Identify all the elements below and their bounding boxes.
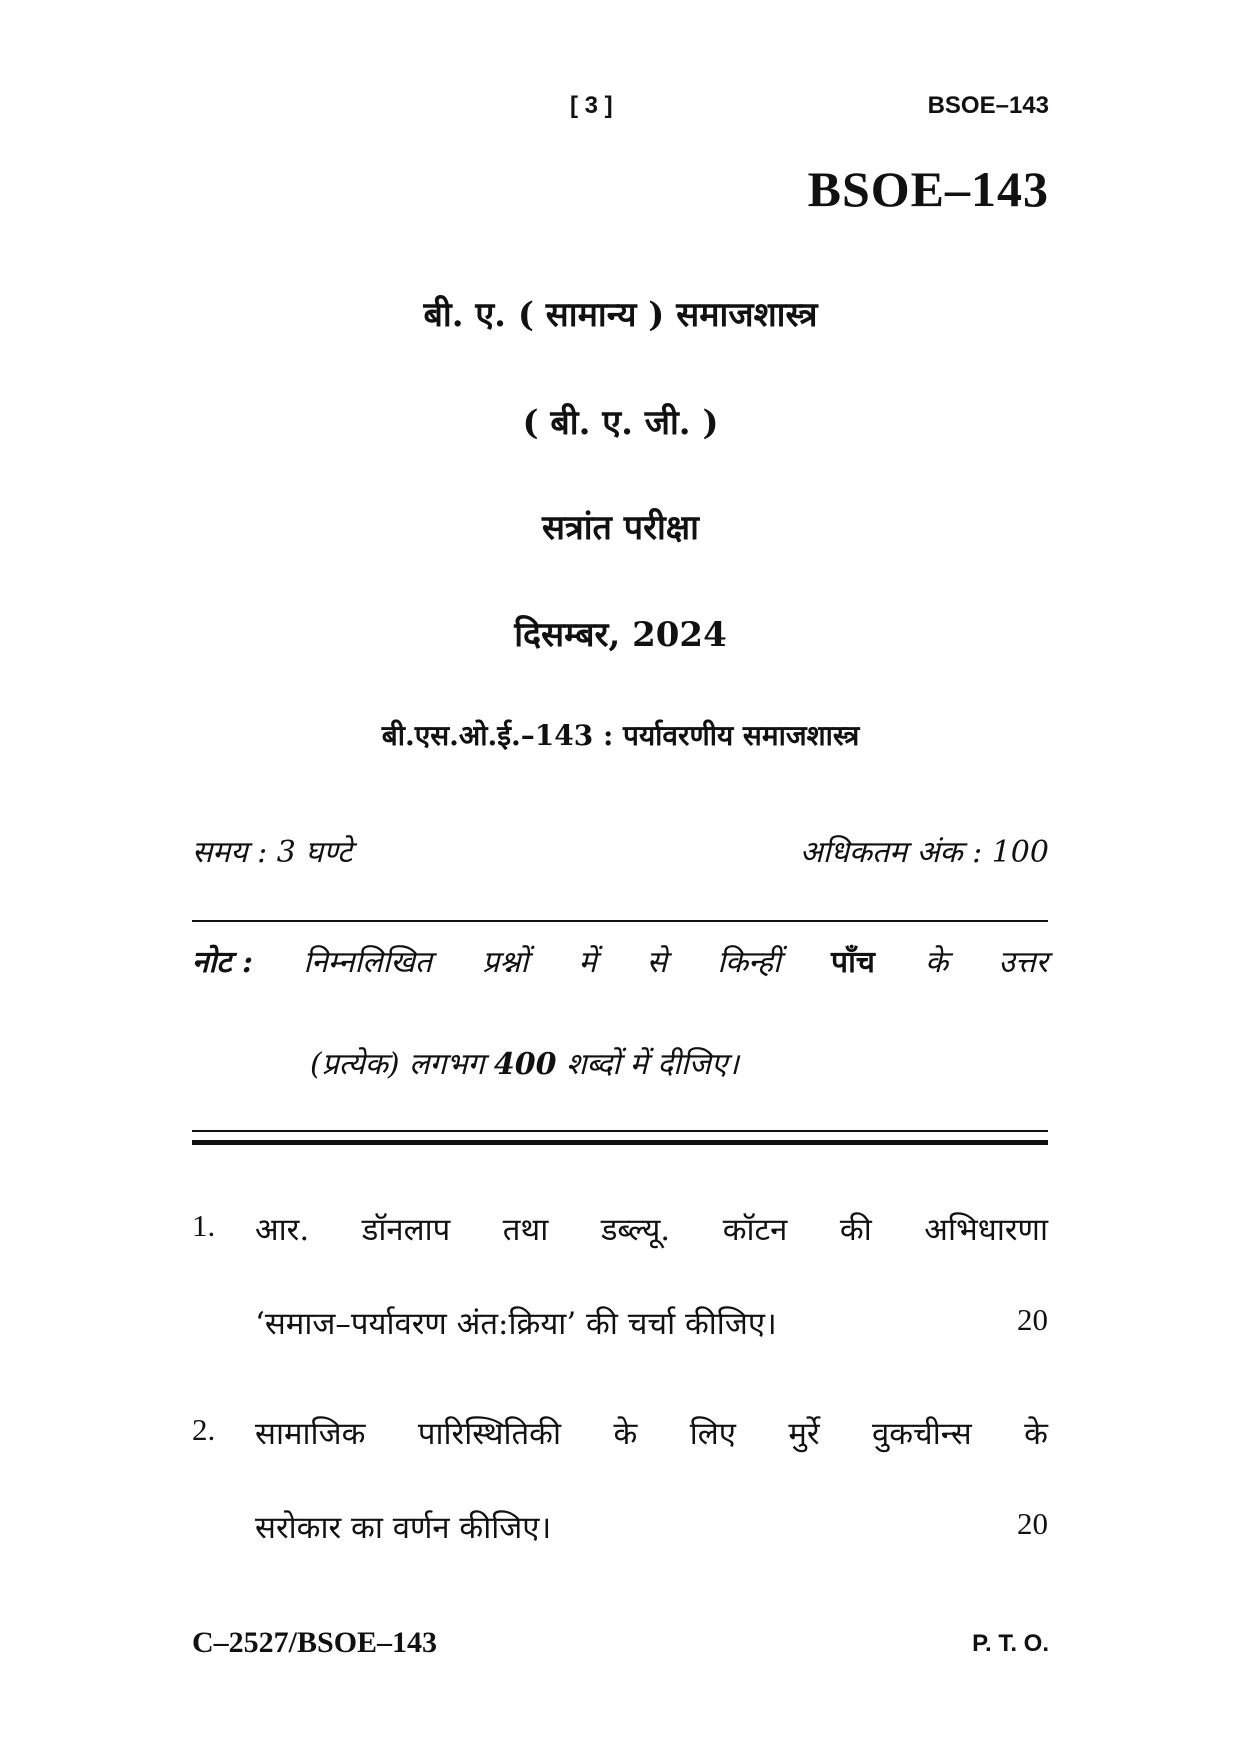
- question-word: की: [839, 1212, 872, 1248]
- programme-abbreviation: ( बी. ए. जी. ): [522, 403, 719, 443]
- question-word: अभिधारणा: [924, 1212, 1048, 1248]
- maximum-marks: अधिकतम अंक : 100: [799, 835, 1049, 870]
- question-word: लिए: [689, 1416, 736, 1452]
- double-divider-bottom: [192, 1140, 1048, 1145]
- note-word: किन्हीं: [717, 945, 781, 980]
- question-2-line-2: [255, 1506, 1048, 1548]
- note-word: प्रश्नों: [482, 945, 529, 980]
- question-text: ‘समाज–पर्यावरण अंत:क्रिया’ की चर्चा कीजिए।: [255, 1306, 777, 1342]
- exam-type: सत्रांत परीक्षा: [542, 508, 699, 548]
- question-marks: 20: [1017, 1506, 1048, 1541]
- please-turn-over: P. T. O.: [972, 1630, 1049, 1657]
- question-word: कॉटन: [722, 1212, 788, 1248]
- note-word: में: [578, 945, 597, 980]
- programme-title: बी. ए. ( सामान्य ) समाजशास्त्र: [423, 295, 818, 335]
- question-word: तथा: [502, 1212, 549, 1248]
- note-word: के: [925, 945, 949, 980]
- question-word: डॉनलाप: [361, 1212, 451, 1248]
- note-word: से: [646, 945, 668, 980]
- instruction-note-continued: [310, 1042, 739, 1083]
- question-2-line-1: [255, 1412, 1048, 1454]
- double-divider-top: [192, 1130, 1048, 1132]
- course-title: बी.एस.ओ.ई.–143 : पर्यावरणीय समाजशास्त्र: [381, 719, 860, 752]
- note-suffix: शब्दों में दीजिए।: [566, 1047, 739, 1082]
- question-word: पारिस्थितिकी: [417, 1416, 562, 1452]
- header-course-code: BSOE–143: [927, 92, 1049, 119]
- question-word: आर.: [255, 1212, 310, 1248]
- exam-date: दिसम्बर, 2024: [514, 615, 727, 655]
- note-prefix: (प्रत्येक) लगभग: [310, 1047, 485, 1082]
- instruction-note: [192, 940, 1048, 981]
- note-word: निम्नलिखित: [303, 945, 433, 980]
- question-1-line-2: [255, 1302, 1048, 1344]
- divider: [192, 920, 1048, 922]
- paper-code: C–2527/BSOE–143: [192, 1626, 438, 1659]
- page-number: [ 3 ]: [570, 92, 613, 119]
- question-word: डब्ल्यू.: [600, 1212, 671, 1248]
- question-word: वुकचीन्स: [872, 1416, 972, 1452]
- question-word: मुर्रे: [788, 1416, 820, 1452]
- question-number: 1.: [192, 1208, 216, 1243]
- question-word: के: [1024, 1416, 1048, 1452]
- word-limit: 400: [493, 1047, 557, 1082]
- note-label: नोट :: [192, 945, 254, 980]
- question-marks: 20: [1017, 1302, 1048, 1337]
- note-word: उत्तर: [998, 945, 1048, 980]
- course-code-title: BSOE–143: [807, 161, 1049, 217]
- question-word: सामाजिक: [255, 1416, 366, 1452]
- note-emphasis: पाँच: [831, 945, 875, 980]
- question-text: सरोकार का वर्णन कीजिए।: [255, 1510, 552, 1546]
- question-word: के: [613, 1416, 638, 1452]
- question-number: 2.: [192, 1412, 216, 1447]
- time-allowed: समय : 3 घण्टे: [192, 835, 353, 870]
- question-1-line-1: [255, 1208, 1048, 1250]
